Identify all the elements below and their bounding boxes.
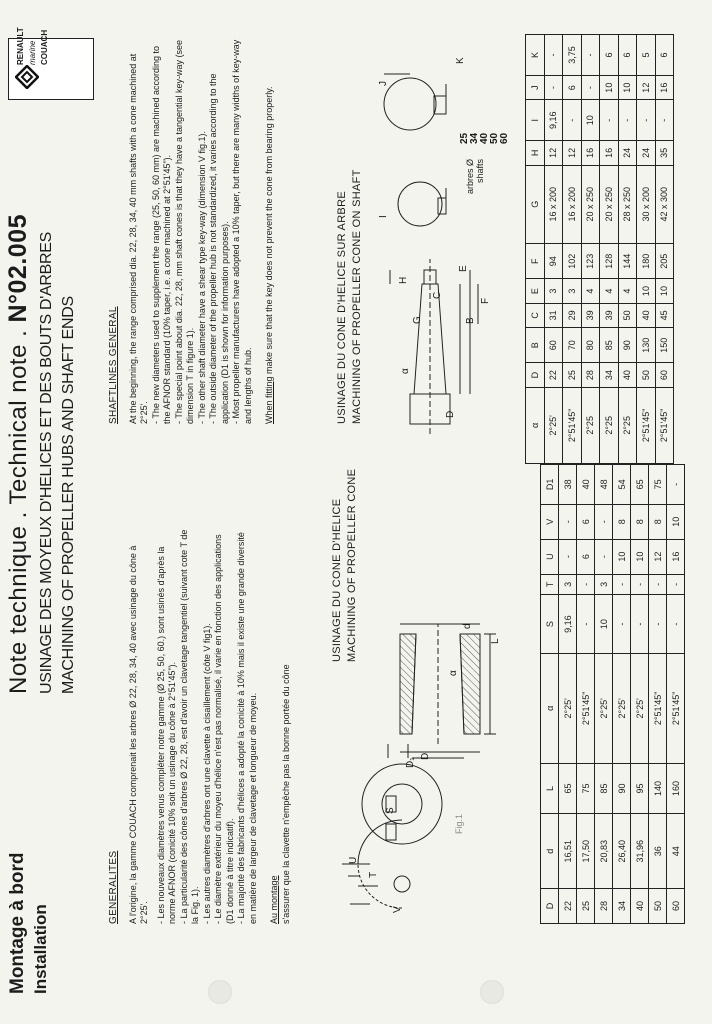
- table-cell: 128: [600, 244, 619, 279]
- table-row: [544, 35, 563, 464]
- table-cell: 2°25': [631, 654, 649, 764]
- shafts-label-group1: arbres Ø shafts: [465, 158, 485, 194]
- table-cell: 28: [595, 889, 613, 924]
- table-cell: 6: [563, 76, 582, 100]
- table-cell: 35: [655, 141, 674, 165]
- table-cell: 2°25': [613, 654, 631, 764]
- table-row: [600, 35, 619, 464]
- table2-header-cell: G: [526, 165, 545, 243]
- table-cell: -: [559, 539, 577, 574]
- label-u: U: [348, 856, 359, 864]
- table-cell: -: [544, 76, 563, 100]
- label-alpha: α: [448, 670, 459, 676]
- table-cell: 10: [631, 539, 649, 574]
- fr-paragraph-1: A l'origine, la gamme COUACH comprenait les arbres Ø 22, 28, 34, 40 avec usinage du cône à 2°25'.: [127, 545, 149, 924]
- table2-header-cell: I: [526, 100, 545, 141]
- table-cell: 85: [600, 328, 619, 363]
- table1-header-cell: V: [541, 504, 559, 539]
- shaft-label-d: D: [445, 410, 456, 418]
- label-s: S: [385, 807, 396, 814]
- technical-note-title: [4, 214, 33, 694]
- table-cell: -: [600, 100, 619, 141]
- table2-header-cell: H: [526, 141, 545, 165]
- table-cell: 31,96: [631, 814, 649, 889]
- table-row: [577, 465, 595, 924]
- table-row: [563, 35, 582, 464]
- table-cell: -: [667, 574, 685, 595]
- table2-header-row: [526, 35, 545, 464]
- fr-paragraph-4: - Les autres diamètres d'arbres ont une clavette à cisaillement (côte V fig1).: [201, 623, 212, 924]
- table-cell: 80: [581, 328, 600, 363]
- table-cell: 6: [600, 35, 619, 76]
- table-cell: 10: [581, 100, 600, 141]
- table-cell: 16,51: [559, 814, 577, 889]
- table-cell: 16: [581, 141, 600, 165]
- table-cell: 50: [618, 303, 637, 327]
- table-cell: 24: [637, 141, 656, 165]
- table-cell: 8: [649, 504, 667, 539]
- table-cell: -: [613, 595, 631, 654]
- table-cell: 50: [649, 889, 667, 924]
- table-row: [581, 35, 600, 464]
- table-cell: 3: [595, 574, 613, 595]
- table-cell: 10: [613, 539, 631, 574]
- en-paragraph-2: - The new diameters used to supplement the range (25, 50, 60 mm) are machined according to the AFNOR standard (10% taper, i.e. a cone machined at 2°51'45").: [150, 45, 172, 424]
- table-cell: 12: [637, 76, 656, 100]
- document-titles: [36, 232, 80, 694]
- table-row: [559, 465, 577, 924]
- table-cell: 26,40: [613, 814, 631, 889]
- table-cell: 2°25: [581, 387, 600, 463]
- renault-couach-logo: [8, 27, 94, 100]
- table-cell: -: [618, 100, 637, 141]
- table-cell: 150: [655, 328, 674, 363]
- table1-header-cell: T: [541, 574, 559, 595]
- table-cell: 16 x 200: [563, 165, 582, 243]
- table-cell: 2°51'45": [649, 654, 667, 764]
- table-cell: 90: [618, 328, 637, 363]
- table-cell: 8: [613, 504, 631, 539]
- table-cell: 31: [544, 303, 563, 327]
- table-cell: -: [631, 595, 649, 654]
- table-cell: 25: [577, 889, 595, 924]
- table-row: [613, 465, 631, 924]
- fr-paragraph-2: - Les nouveaux diamètres venus compléter notre gamme (Ø 25, 50, 60.) sont usinés d'après la norme AFNOR (conicité 10% soit un usinage du cône à 2°51'45").: [155, 546, 177, 924]
- table-cell: 20,83: [595, 814, 613, 889]
- header-title-fr: Montage à bord: [7, 852, 28, 994]
- shaft-label-i: I: [378, 215, 389, 218]
- table-cell: 130: [637, 328, 656, 363]
- label-v: V: [392, 906, 403, 913]
- label-d1: D₁: [405, 757, 416, 768]
- shaft-label-g: G: [412, 316, 423, 324]
- title-fr: USINAGE DES MOYEUX D'HELICES ET DES BOUTS D'ARBRES: [38, 231, 55, 694]
- table1-header-cell: L: [541, 763, 559, 814]
- table-cell: 54: [613, 465, 631, 505]
- shaft-label-e: E: [458, 265, 469, 272]
- table-cell: 22: [559, 889, 577, 924]
- table-cell: 40: [631, 889, 649, 924]
- table-cell: 34: [613, 889, 631, 924]
- table-cell: 205: [655, 244, 674, 279]
- table-cell: 2°51'45": [655, 387, 674, 463]
- table-row: [655, 35, 674, 464]
- table2-header-cell: E: [526, 279, 545, 303]
- table-cell: 85: [595, 763, 613, 814]
- table-cell: 95: [631, 763, 649, 814]
- table-cell: 9,16: [544, 100, 563, 141]
- table-cell: 90: [613, 763, 631, 814]
- table2-header-cell: C: [526, 303, 545, 327]
- table-cell: 4: [618, 279, 637, 303]
- mount-text: s'assurer que la clavette n'empêche pas la bonne portée du cône: [280, 664, 291, 924]
- shaft-label-h: H: [398, 276, 409, 284]
- table-cell: -: [544, 35, 563, 76]
- header-title-en: Installation: [31, 904, 50, 994]
- table-cell: 4: [600, 279, 619, 303]
- table-cell: 48: [595, 465, 613, 505]
- table-cell: 10: [618, 76, 637, 100]
- table2-header-cell: K: [526, 35, 545, 76]
- table-cell: 16: [655, 76, 674, 100]
- hub-title-en: MACHINING OF PROPELLER CONE: [346, 468, 358, 662]
- table1-header-cell: D1: [541, 465, 559, 505]
- table-cell: 2°25: [600, 387, 619, 463]
- table-cell: 24: [618, 141, 637, 165]
- table-cell: 4: [581, 279, 600, 303]
- table-cell: 40: [577, 465, 595, 505]
- table-cell: 60: [544, 328, 563, 363]
- mount-label: Au montage: [269, 875, 279, 924]
- table-cell: 40: [618, 363, 637, 387]
- table-cell: -: [581, 35, 600, 76]
- table-cell: -: [563, 100, 582, 141]
- table-cell: 12: [544, 141, 563, 165]
- fr-paragraph-5: - Le diamètre extérieur du moyeu d'hélice n'est pas normalisé, il varie en fonction des applications (D1 donné à titre indicatif).: [213, 534, 235, 924]
- table-cell: 50: [637, 363, 656, 387]
- table-cell: 8: [631, 504, 649, 539]
- table2-header-cell: B: [526, 328, 545, 363]
- shaft-title-fr: USINAGE DU CONE D'HELICE SUR ARBRE: [336, 191, 348, 424]
- table-cell: 10: [667, 504, 685, 539]
- note-text: Note technique . Technical note .: [5, 329, 32, 694]
- table-cell: 45: [655, 303, 674, 327]
- fitting-label: When fitting: [264, 376, 274, 424]
- fitting-text: make sure that the key does not prevent the cone from bearing properly.: [264, 86, 274, 374]
- table-cell: 3: [559, 574, 577, 595]
- table-cell: 2°51'45": [667, 654, 685, 764]
- table-cell: -: [577, 595, 595, 654]
- table-row: [618, 35, 637, 464]
- table-cell: 28: [581, 363, 600, 387]
- table-cell: 144: [618, 244, 637, 279]
- table-cell: 16: [667, 539, 685, 574]
- renault-diamond-icon: [15, 65, 39, 89]
- table-cell: 34: [600, 363, 619, 387]
- fr-paragraph-3: - La particularité des cônes d'arbres Ø 22, 28, est d'avoir un clavetage tangentiel (suivant cote T de la Fig. 1).: [178, 529, 200, 924]
- fig1-label: Fig.1: [454, 813, 464, 834]
- table-cell: 28 x 250: [618, 165, 637, 243]
- table-cell: 75: [577, 763, 595, 814]
- label-d: D: [420, 752, 431, 760]
- table1-header-row: [541, 465, 559, 924]
- shaft-label-f: F: [480, 297, 491, 304]
- shaft-label-j: J: [378, 81, 389, 86]
- table-cell: 70: [563, 328, 582, 363]
- table-row: [667, 465, 685, 924]
- table-cell: 2°25': [559, 654, 577, 764]
- table1-header-cell: S: [541, 595, 559, 654]
- table-cell: 16: [600, 141, 619, 165]
- table-cell: 16 x 200: [544, 165, 563, 243]
- table-cell: 65: [631, 465, 649, 505]
- table-cell: 3,75: [563, 35, 582, 76]
- table-cell: -: [649, 595, 667, 654]
- table-cell: 20 x 250: [600, 165, 619, 243]
- table-cell: 2°25': [544, 387, 563, 463]
- table-cell: 38: [559, 465, 577, 505]
- table-row: [595, 465, 613, 924]
- title-en: MACHINING OF PROPELLER HUBS AND SHAFT ENDS: [60, 296, 77, 694]
- shaft-section-title: [335, 169, 365, 424]
- table1-header-cell: α: [541, 654, 559, 764]
- table-cell: 65: [559, 763, 577, 814]
- table-cell: 44: [667, 814, 685, 889]
- table-cell: -: [581, 76, 600, 100]
- table-cell: 75: [649, 465, 667, 505]
- table-cell: -: [595, 504, 613, 539]
- punch-hole: [480, 980, 504, 1004]
- table-cell: 29: [563, 303, 582, 327]
- table-cell: 6: [577, 504, 595, 539]
- table-cell: 10: [637, 279, 656, 303]
- shaft-dimensions-table: [525, 34, 674, 464]
- table-cell: 180: [637, 244, 656, 279]
- table-cell: 10: [655, 279, 674, 303]
- table-cell: 5: [637, 35, 656, 76]
- generalites-heading: GENERALITES: [108, 850, 119, 924]
- table-cell: 25: [563, 363, 582, 387]
- table-cell: 2°51'45": [637, 387, 656, 463]
- shaftlines-heading: SHAFTLINES GENERAL: [108, 306, 119, 424]
- table-cell: -: [613, 574, 631, 595]
- table-cell: 39: [581, 303, 600, 327]
- hub-title-fr: USINAGE DU CONE D'HELICE: [331, 498, 343, 662]
- table-cell: 42 x 300: [655, 165, 674, 243]
- table-cell: -: [667, 465, 685, 505]
- table-cell: 10: [600, 76, 619, 100]
- table1-header-cell: d: [541, 814, 559, 889]
- hub-cross-section-diagram: [380, 614, 520, 824]
- table2-header-cell: D: [526, 363, 545, 387]
- label-l: L: [490, 638, 501, 644]
- table-cell: 10: [595, 595, 613, 654]
- table-row: [649, 465, 667, 924]
- table-cell: -: [577, 574, 595, 595]
- table-cell: 2°25': [595, 654, 613, 764]
- table-cell: 94: [544, 244, 563, 279]
- table-cell: 2°51'45": [577, 654, 595, 764]
- en-paragraph-3: - The special point about dia. 22, 28, mm shaft cones is that they have a tangential key-way (see dimension T in figure 1).: [173, 39, 195, 424]
- table-cell: 36: [649, 814, 667, 889]
- table-cell: 6: [655, 35, 674, 76]
- shaft-cone-diagram: [370, 254, 500, 434]
- table-cell: -: [595, 539, 613, 574]
- table-cell: 12: [563, 141, 582, 165]
- table-cell: 40: [637, 303, 656, 327]
- table-cell: 3: [544, 279, 563, 303]
- table-cell: 160: [667, 763, 685, 814]
- table-cell: 3: [563, 279, 582, 303]
- table-cell: 30 x 200: [637, 165, 656, 243]
- generalites-section: [108, 524, 292, 924]
- note-number: N°02.005: [4, 214, 32, 323]
- table-cell: 17,50: [577, 814, 595, 889]
- table2-header-cell: α: [526, 387, 545, 463]
- label-small-d: d: [462, 623, 473, 629]
- logo-wordmark: RENAULT marine COUACH: [16, 27, 49, 65]
- shaft-label-alpha: α: [400, 368, 411, 374]
- table-cell: 60: [655, 363, 674, 387]
- table-cell: 6: [618, 35, 637, 76]
- label-t: T: [368, 871, 379, 878]
- table-cell: 2°25: [618, 387, 637, 463]
- table-cell: -: [667, 595, 685, 654]
- shaft-label-k: K: [455, 57, 466, 64]
- fr-paragraph-6: - La majorité des fabricants d'hélices a adopté la conicité à 10% mais il existe une grande diversité en matière de largeur de clavetage et longueur de moyeu.: [236, 532, 258, 924]
- section-header: [6, 853, 52, 994]
- table-cell: 39: [600, 303, 619, 327]
- shaft-label-c: C: [432, 291, 443, 299]
- table-cell: 60: [667, 889, 685, 924]
- shaft-end-view-25-60: [370, 44, 460, 144]
- table-cell: 12: [649, 539, 667, 574]
- table1-header-cell: U: [541, 539, 559, 574]
- table2-header-cell: F: [526, 244, 545, 279]
- shaftlines-section: [108, 34, 276, 424]
- hub-dimensions-table: [540, 464, 685, 924]
- table-row: [631, 465, 649, 924]
- table-cell: 102: [563, 244, 582, 279]
- en-paragraph-4: - The other shaft diameter have a shear type key-way (dimension V fig.1).: [196, 131, 207, 424]
- fitting-note: [264, 34, 276, 424]
- en-paragraph-5: - The outside diameter of the propeller hub is not standardized, it varies according to the application (D1 is shown for information purposes).: [208, 73, 230, 424]
- table2-header-cell: J: [526, 76, 545, 100]
- en-paragraph-1: At the beginning, the range comprised dia. 22, 28, 34, 40 mm shafts with a cone machined at 2°25'.: [127, 53, 149, 424]
- shaft-title-en: MACHINING OF PROPELLER CONE ON SHAFT: [351, 169, 363, 424]
- table-cell: 123: [581, 244, 600, 279]
- table-cell: 6: [577, 539, 595, 574]
- table-cell: 2°51'45": [563, 387, 582, 463]
- table-row: [637, 35, 656, 464]
- shaft-label-b: B: [465, 317, 476, 324]
- table-cell: 22: [544, 363, 563, 387]
- hub-section-title: [330, 469, 360, 662]
- shaft-group1-values: 25 34 40 50 60: [459, 132, 510, 144]
- table-cell: -: [631, 574, 649, 595]
- table-cell: 9,16: [559, 595, 577, 654]
- table1-header-cell: D: [541, 889, 559, 924]
- table-cell: -: [637, 100, 656, 141]
- table-cell: -: [655, 100, 674, 141]
- punch-hole: [208, 980, 232, 1004]
- table-cell: 20 x 250: [581, 165, 600, 243]
- en-paragraph-6: - Most propeller manufacturers have adopted a 10% taper, but there are many widths of key-way and lengths of hub.: [231, 39, 253, 424]
- table-cell: -: [649, 574, 667, 595]
- table-cell: -: [559, 504, 577, 539]
- table-cell: 140: [649, 763, 667, 814]
